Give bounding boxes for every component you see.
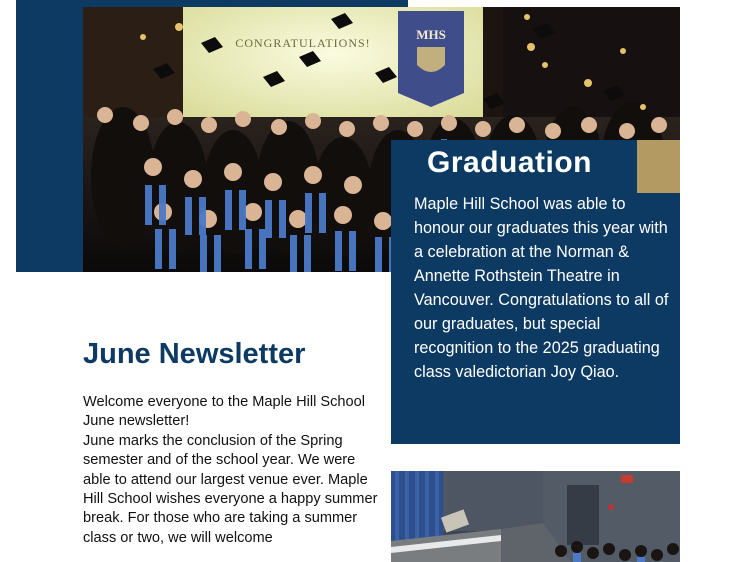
banner-text: CONGRATULATIONS! [235, 36, 371, 50]
gold-accent-square [637, 140, 680, 193]
newsletter-line-2: June marks the conclusion of the Spring semester and of the school year. We were able to attend our largest venue ever. Maple Hill School wishes everyone a happy summer break. For those who are taking a summer class or two, we will welcome [83, 432, 378, 546]
newsletter-line-1: Welcome everyone to the Maple Hill School June newsletter! [83, 394, 366, 430]
newsletter-text [83, 393, 383, 548]
theatre-stage-photo [391, 471, 680, 562]
crest-text: MHS [416, 27, 446, 42]
newsletter-heading: June Newsletter [83, 338, 306, 370]
graduation-heading: Graduation [427, 146, 593, 179]
graduation-paragraph: Maple Hill School was able to honour our graduates this year with a celebration at the Norman & Annette Rothstein Theatre in Vancouver. Congratulations to all of our graduates, but special recognition to the 2025 graduating class valedictorian Joy Qiao. [414, 195, 669, 381]
graduation-text [414, 192, 672, 384]
